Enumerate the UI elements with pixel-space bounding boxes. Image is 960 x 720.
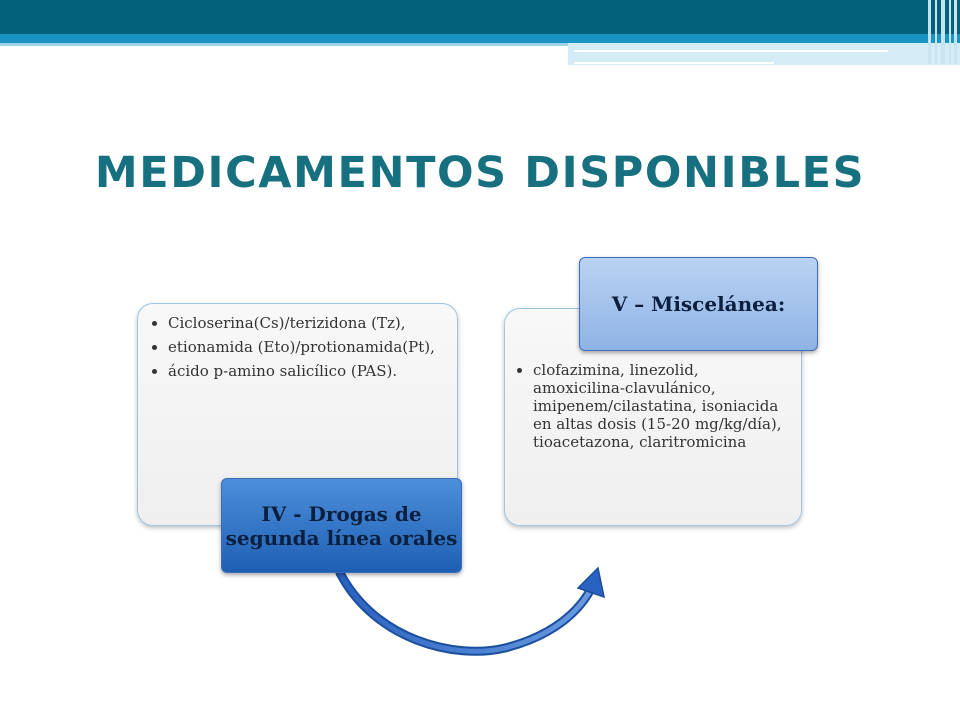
- group-iv-label: IV - Drogas de segunda línea orales: [221, 478, 462, 573]
- group-v-list: [515, 361, 791, 451]
- group-iv-item: • ácido p-amino salicílico (PAS).: [168, 362, 443, 380]
- group-v-item: • clofazimina, linezolid, amoxicilina-clavulánico, imipenem/cilastatina, isoniacida en altas dosis (15-20 mg/kg/día), tioacetazona, claritromicina: [533, 361, 791, 451]
- group-iv-list: [150, 314, 443, 380]
- group-v-label: V – Miscelánea:: [579, 257, 818, 351]
- slide-title: MEDICAMENTOS DISPONIBLES: [94, 148, 866, 198]
- group-iv-item: • etionamida (Eto)/protionamida(Pt),: [168, 338, 443, 356]
- group-iv-item: • Cicloserina(Cs)/terizidona (Tz),: [168, 314, 443, 332]
